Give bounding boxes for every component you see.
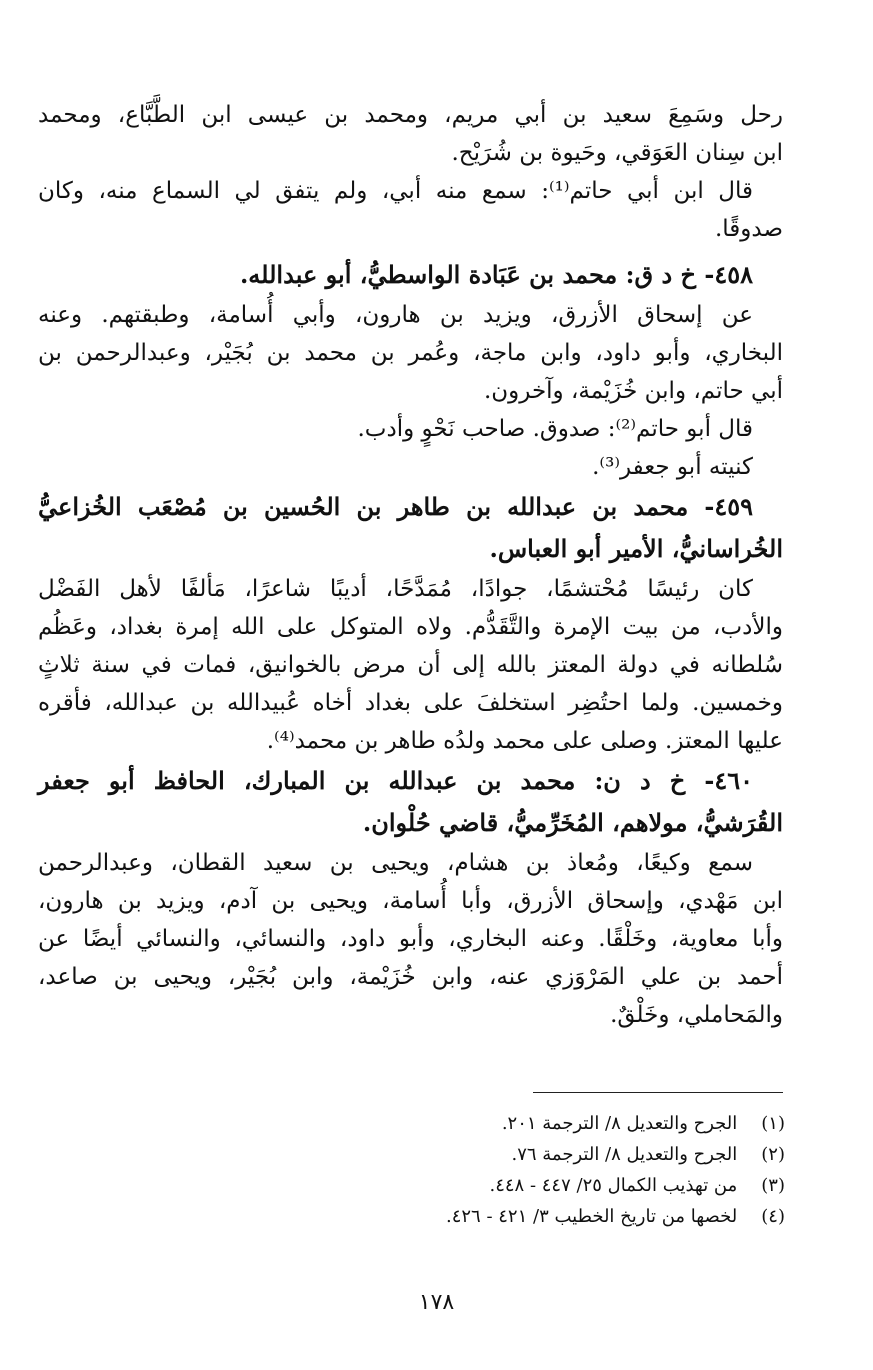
footnote-item (105, 1170, 785, 1201)
text-line: رحل وسَمِعَ سعيد بن أبي مريم، ومحمد بن عيسى ابن الطَّبَّاع، ومحمد (38, 102, 783, 128)
text-line: أبي حاتم، وابن خُزَيْمة، وآخرون. (483, 378, 783, 404)
footnote-text: الجرح والتعديل ٨/ الترجمة ٢٠١. (501, 1113, 738, 1134)
footnote-number: (٣) (761, 1175, 785, 1196)
page-body (38, 96, 783, 1034)
text-line: عن إسحاق الأزرق، ويزيد بن هارون، وأبي أُسامة، وطبقتهم. وعنه (38, 302, 753, 328)
entry-heading-460: ٤٦٠- خ د ن: محمد بن عبدالله بن المبارك، الحافظ أبو جعفر (38, 766, 753, 795)
footnote-text: لخصها من تاريخ الخطيب ٣/ ٤٢١ - ٤٢٦. (445, 1206, 738, 1227)
footnote-divider (533, 1092, 783, 1093)
text-line: ابن مَهْدي، وإسحاق الأزرق، وأبا أُسامة، ويحيى بن آدم، ويزيد بن هارون، (38, 888, 783, 914)
text-line: وخمسين. ولما احتُضِر استخلفَ على بغداد أخاه عُبيدالله بن عبدالله، فأقره (38, 690, 783, 716)
footnote-text: من تهذيب الكمال ٢٥/ ٤٤٧ - ٤٤٨. (489, 1175, 738, 1196)
footnote-item (105, 1201, 785, 1232)
text-line: قال ابن أبي حاتم⁽¹⁾: سمع منه أبي، ولم يتفق لي السماع منه، وكان (38, 178, 754, 204)
entry-heading-460-cont: القُرَشيُّ، مولاهم، المُخَرِّميُّ، قاضي حُلْوان. (362, 808, 783, 837)
text-line: أحمد بن علي المَرْوَزي عنه، وابن خُزَيْمة، وابن بُجَيْر، ويحيى بن صاعد، (38, 964, 783, 990)
text-line: سُلطانه في دولة المعتز بالله إلى أن مرض بالخوانيق، فمات في سنة ثلاثٍ (38, 652, 783, 678)
text-line: عليها المعتز. وصلى على محمد ولدُه طاهر بن محمد⁽⁴⁾. (266, 728, 783, 754)
text-line: قال أبو حاتم⁽²⁾: صدوق. صاحب نَحْوٍ وأدب. (357, 416, 753, 442)
footnote-item (105, 1108, 785, 1139)
text-line: صدوقًا. (714, 216, 783, 242)
text-line: والمَحاملي، وخَلْقٌ. (610, 1002, 783, 1028)
text-line: والأدب، من بيت الإمرة والتَّقَدُّم. ولاه المتوكل على الله إمرة بغداد، وعَظُم (38, 614, 783, 640)
entry-heading-459: ٤٥٩- محمد بن عبدالله بن طاهر بن الحُسين بن مُصْعَب الخُزاعيُّ (38, 492, 754, 521)
footnote-item (105, 1139, 785, 1170)
text-line: وأبا معاوية، وخَلْقًا. وعنه البخاري، وأبو داود، والنسائي، والنسائي أيضًا عن (38, 926, 783, 952)
text-line: كنيته أبو جعفر⁽³⁾. (592, 454, 753, 480)
footnote-number: (٤) (761, 1206, 785, 1227)
text-line: البخاري، وأبو داود، وابن ماجة، وعُمر بن محمد بن بُجَيْر، وعبدالرحمن بن (38, 340, 783, 366)
footnotes (105, 1108, 785, 1232)
text-line: كان رئيسًا مُحْتشمًا، جوادًا، مُمَدَّحًا، أديبًا شاعرًا، مَألفًا لأهل الفَضْل (38, 576, 753, 602)
text-line: ابن سِنان العَوَقي، وحَيوة بن شُرَيْح. (451, 140, 783, 166)
entry-heading-458: ٤٥٨- خ د ق: محمد بن عَبَادة الواسطيُّ، أبو عبدالله. (239, 260, 753, 289)
text-line: سمع وكيعًا، ومُعاذ بن هشام، ويحيى بن سعيد القطان، وعبدالرحمن (38, 850, 753, 876)
footnote-number: (٢) (761, 1144, 785, 1165)
page-number: ١٧٨ (418, 1290, 455, 1315)
entry-heading-459-cont: الخُراسانيُّ، الأمير أبو العباس. (489, 534, 783, 563)
footnote-text: الجرح والتعديل ٨/ الترجمة ٧٦. (511, 1144, 738, 1165)
footnote-number: (١) (761, 1113, 785, 1134)
